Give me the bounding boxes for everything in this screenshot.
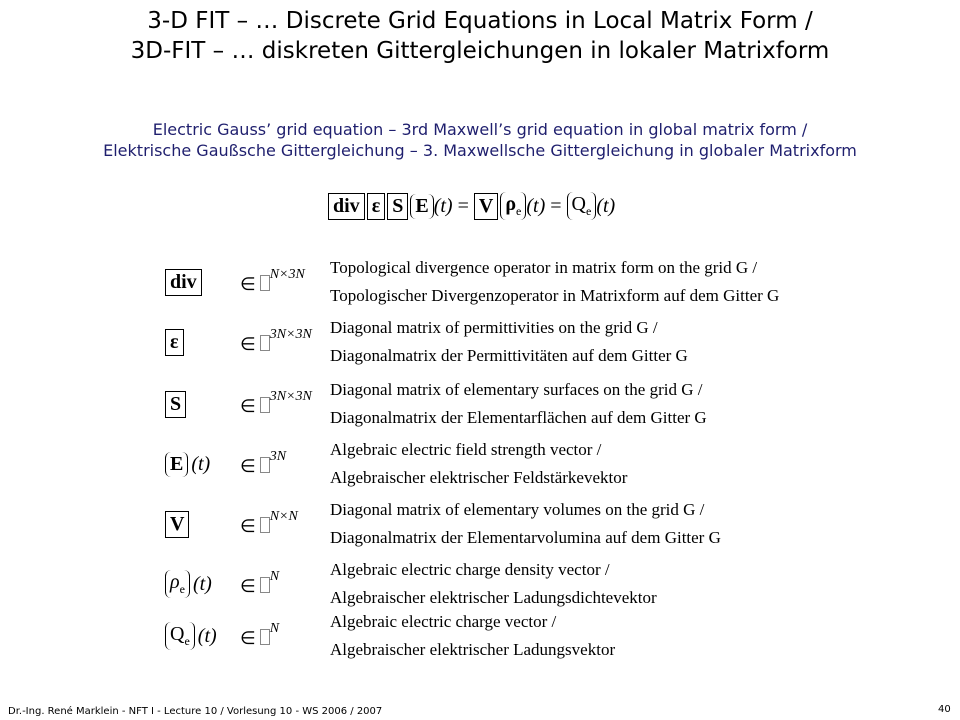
title-line-1: 3-D FIT – … Discrete Grid Equations in Local Matrix Form /: [147, 8, 813, 34]
definition-de: Diagonalmatrix der Elementarvolumina auf dem Gitter G: [330, 528, 721, 547]
element-of-space: ∈ $^{3N\times 3N}$: [240, 389, 312, 416]
element-of-space: ∈ $^{3N\times 3N}$: [240, 327, 312, 354]
eq-v: V: [474, 193, 498, 220]
element-of-space: ∈ $^{N\times 3N}$: [240, 267, 305, 294]
element-of-space: ∈ $^{N\times N}$: [240, 509, 298, 536]
eq-equals: =: [457, 194, 469, 217]
footer-text: Dr.-Ing. René Marklein - NFT I - Lecture 10 / Vorlesung 10 - WS 2006 / 2007: [8, 706, 383, 717]
eq-e: E: [410, 194, 433, 219]
definition-symbol: div: [165, 266, 235, 298]
eq-t1: (t): [433, 194, 453, 217]
definition-de: Algebraischer elektrischer Feldstärkevektor: [330, 468, 628, 487]
eq-t2: (t): [526, 194, 546, 217]
definition-de: Diagonalmatrix der Elementarflächen auf dem Gitter G: [330, 408, 707, 427]
definition-en: Algebraic electric charge vector /: [330, 612, 557, 631]
definition-en: Diagonal matrix of elementary volumes on the grid G /: [330, 500, 705, 519]
subtitle-line-1: Electric Gauss’ grid equation – 3rd Maxwell’s grid equation in global matrix form /: [152, 120, 808, 139]
eq-equals-2: =: [550, 194, 562, 217]
title-line-2: 3D-FIT – … diskreten Gittergleichungen in lokaler Matrixform: [130, 38, 830, 64]
definition-en: Diagonal matrix of elementary surfaces on the grid G /: [330, 380, 703, 399]
definition-en: Algebraic electric field strength vector /: [330, 440, 602, 459]
page-number: 40: [938, 704, 951, 715]
definition-symbol: S: [165, 388, 235, 420]
eq-div: div: [328, 193, 365, 220]
definition-en: Diagonal matrix of permittivities on the grid G /: [330, 318, 658, 337]
definition-symbol: V: [165, 508, 235, 540]
element-of-space: ∈ $^N$: [240, 569, 280, 596]
definition-symbol: $\rho_e$ (t): [165, 568, 235, 600]
element-of-space: ∈ $^N$: [240, 621, 280, 648]
definition-symbol: ε: [165, 326, 235, 358]
definition-en: Topological divergence operator in matrix form on the grid G /: [330, 258, 758, 277]
eq-rho: $\rho_e$: [500, 192, 526, 220]
definition-en: Algebraic electric charge density vector /: [330, 560, 610, 579]
eq-q: $Q_e$: [567, 192, 597, 220]
subtitle-line-2: Elektrische Gaußsche Gittergleichung – 3. Maxwellsche Gittergleichung in globaler Matrixform: [103, 141, 857, 160]
eq-eps: ε: [367, 193, 386, 220]
definition-de: Algebraischer elektrischer Ladungsdichtevektor: [330, 588, 657, 607]
definition-symbol: $Q_e$ (t): [165, 620, 235, 652]
eq-s: S: [387, 193, 408, 220]
definition-de: Algebraischer elektrischer Ladungsvektor: [330, 640, 616, 659]
definition-de: Diagonalmatrix der Permittivitäten auf dem Gitter G: [330, 346, 688, 365]
gauss-grid-equation: [328, 188, 628, 224]
definition-symbol: E (t): [165, 448, 235, 480]
eq-t3: (t): [596, 194, 616, 217]
element-of-space: ∈ $^{3N}$: [240, 449, 287, 476]
definition-de: Topologischer Divergenzoperator in Matrixform auf dem Gitter G: [330, 286, 780, 305]
